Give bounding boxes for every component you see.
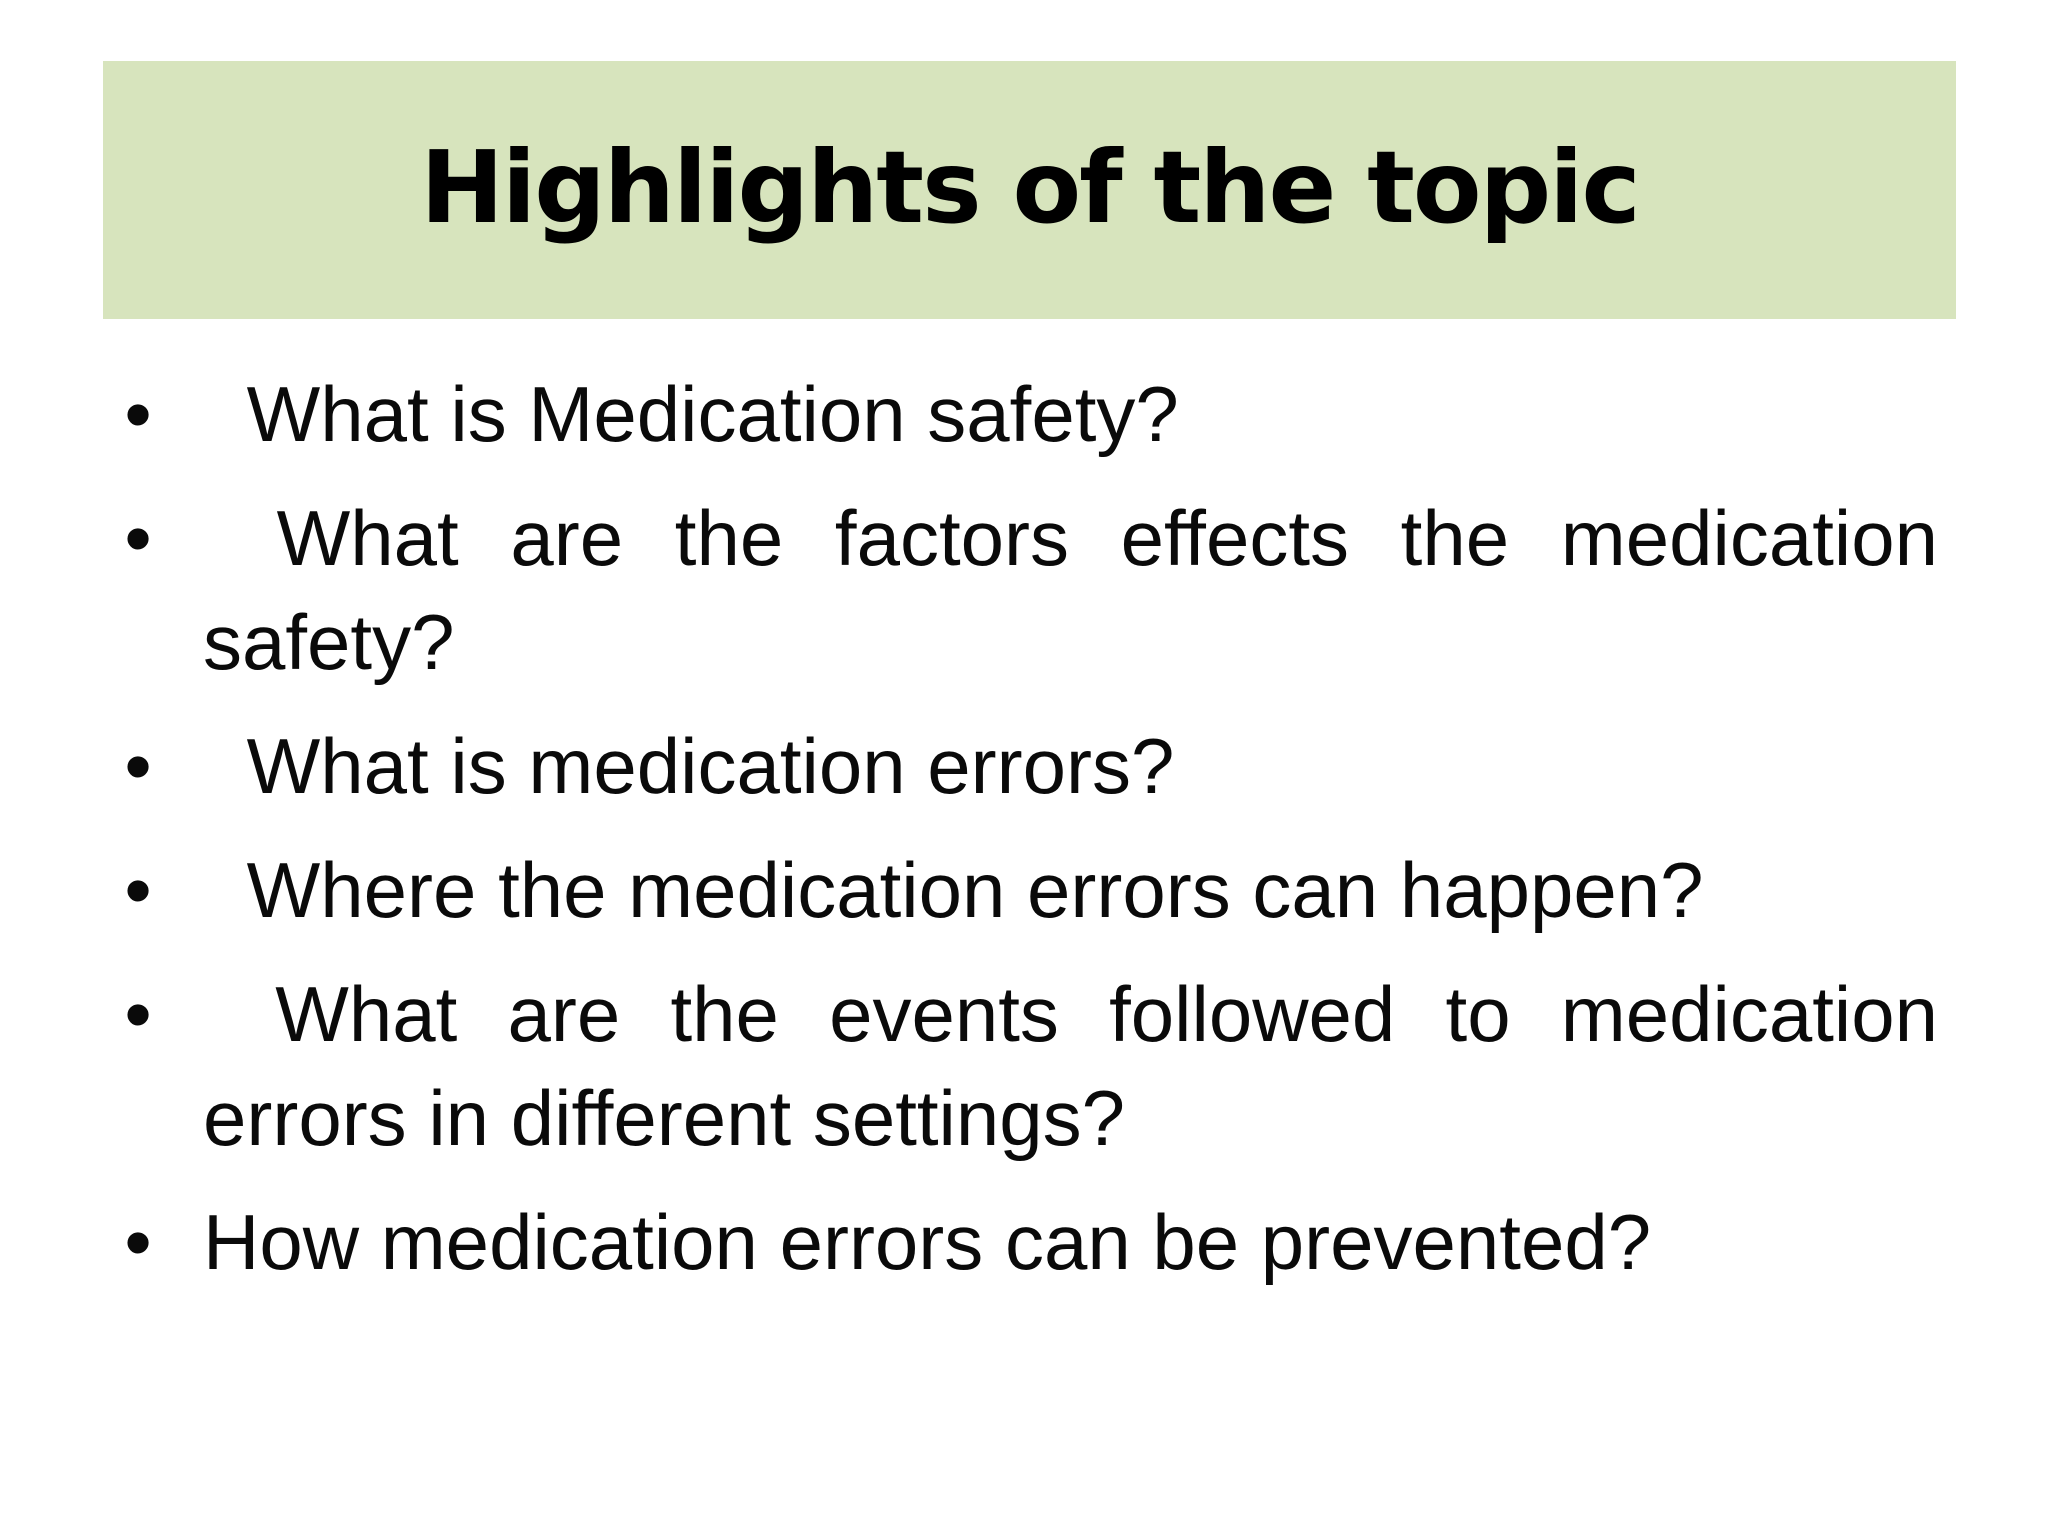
- bullet-item: [118, 714, 1938, 818]
- bullet-list: [118, 362, 1938, 1314]
- bullet-text: What are the events followed to medication errors in different settings?: [203, 970, 1938, 1162]
- bullet-icon: •: [124, 970, 152, 1058]
- bullet-text: What are the factors effects the medication safety?: [203, 494, 1938, 686]
- bullet-item: [118, 362, 1938, 466]
- bullet-text: How medication errors can be prevented?: [203, 1198, 1652, 1286]
- title-band: [103, 61, 1956, 319]
- bullet-text: What is Medication safety?: [225, 370, 1179, 458]
- bullet-item: [118, 1190, 1938, 1294]
- bullet-item: [118, 486, 1938, 694]
- bullet-item: [118, 838, 1938, 942]
- bullet-text: What is medication errors?: [225, 722, 1175, 810]
- bullet-text: Where the medication errors can happen?: [225, 846, 1704, 934]
- bullet-icon: •: [124, 1198, 152, 1286]
- bullet-icon: •: [124, 494, 152, 582]
- slide-title: Highlights of the topic: [420, 128, 1639, 246]
- bullet-icon: •: [124, 370, 152, 458]
- bullet-icon: •: [124, 722, 152, 810]
- bullet-icon: •: [124, 846, 152, 934]
- bullet-item: [118, 962, 1938, 1170]
